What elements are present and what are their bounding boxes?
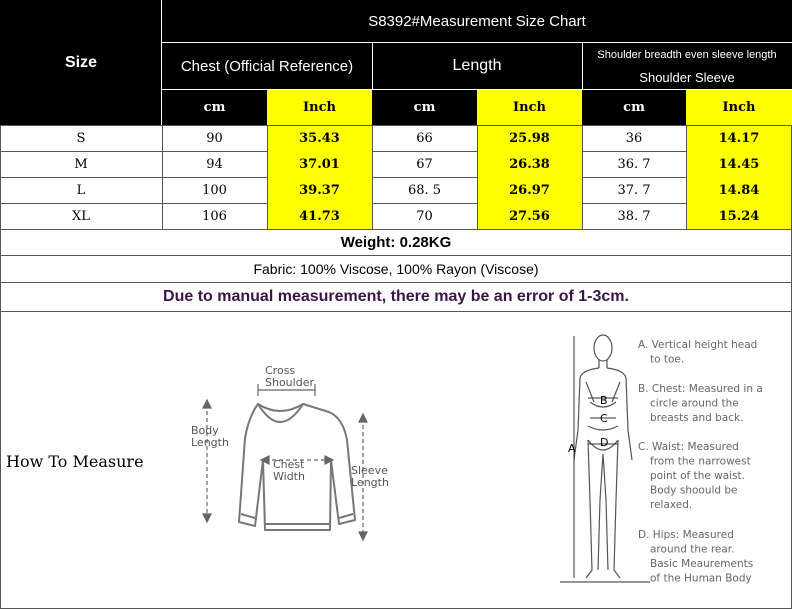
body-note-line: A. Vertical height head <box>638 339 758 351</box>
cell-length-in: 25.98 <box>477 125 582 151</box>
cell-chest-cm: 100 <box>202 182 227 198</box>
unit-length-inch: Inch <box>477 90 582 125</box>
body-note-line: C. Waist: Measured <box>638 441 739 453</box>
letter-d: D <box>600 436 609 449</box>
cell-chest-in: 41.73 <box>267 203 372 229</box>
shoulder-header <box>582 42 792 90</box>
cell-shoulder-cm: 36. 7 <box>617 156 651 172</box>
cell-size: S <box>76 130 86 146</box>
body-note-line: point of the waist. <box>650 470 746 482</box>
cell-chest-cm: 106 <box>202 208 227 224</box>
chest-width-label-1: Chest <box>273 458 305 471</box>
shoulder-header-top: Shoulder breadth even sleeve length <box>597 49 777 61</box>
sweater-measure-diagram <box>185 360 400 550</box>
chest-header: Chest (Official Reference) <box>162 42 372 90</box>
body-note-line: to toe. <box>650 353 685 366</box>
cell-size: M <box>74 156 88 172</box>
body-note-line: of the Human Body <box>650 572 752 585</box>
body-note-line: circle around the <box>650 397 739 410</box>
cell-length-cm: 66 <box>416 130 433 146</box>
shoulder-header-bottom: Shoulder Sleeve <box>639 69 735 85</box>
cell-chest-in: 35.43 <box>267 125 372 151</box>
unit-chest-inch: Inch <box>267 90 372 125</box>
cell-shoulder-in: 14.84 <box>686 177 792 203</box>
cell-length-cm: 68. 5 <box>407 182 442 198</box>
cell-size: L <box>76 182 86 198</box>
cell-length-in: 27.56 <box>477 203 582 229</box>
body-note-line: from the narrowest <box>650 455 751 468</box>
cross-shoulder-label-2: Shoulder <box>265 376 314 389</box>
cell-shoulder-in: 14.45 <box>686 151 792 177</box>
unit-shoulder-cm: cm <box>582 90 686 125</box>
unit-chest-cm: cm <box>162 90 267 125</box>
weight-info: Weight: 0.28KG <box>340 233 452 251</box>
cell-chest-in: 39.37 <box>267 177 372 203</box>
cell-shoulder-cm: 37. 7 <box>617 182 651 198</box>
cell-length-in: 26.38 <box>477 151 582 177</box>
cross-shoulder-label-1: Cross <box>265 364 296 377</box>
chest-width-label-2: Width <box>273 470 305 483</box>
body-note-line: D. Hips: Measured <box>638 529 734 541</box>
fabric-info: Fabric: 100% Viscose, 100% Rayon (Viscose) <box>253 260 539 277</box>
body-note-line: Basic Meaurements <box>650 558 754 570</box>
cell-chest-cm: 94 <box>206 156 223 172</box>
body-note-line: relaxed. <box>650 499 693 511</box>
letter-a: A <box>568 442 576 455</box>
unit-length-cm: cm <box>372 90 477 125</box>
cell-length-in: 26.97 <box>477 177 582 203</box>
chart-title: S8392#Measurement Size Chart <box>162 0 792 42</box>
body-note-line: B. Chest: Measured in a <box>638 383 763 395</box>
letter-b: B <box>600 394 608 407</box>
body-length-label-2: Length <box>191 436 229 449</box>
sleeve-length-label-2: Length <box>351 476 389 489</box>
size-header: Size <box>0 0 162 125</box>
cell-chest-cm: 90 <box>206 130 223 146</box>
body-note-line: around the rear. <box>650 543 735 556</box>
cell-length-cm: 70 <box>416 208 433 224</box>
body-length-label-1: Body <box>191 424 219 437</box>
letter-c: C <box>600 412 608 425</box>
unit-shoulder-inch: Inch <box>686 90 792 125</box>
cell-size: XL <box>72 208 90 224</box>
body-note-line: breasts and back. <box>650 412 744 424</box>
body-measure-diagram <box>560 330 785 590</box>
cell-shoulder-cm: 36 <box>625 130 643 146</box>
cell-shoulder-in: 15.24 <box>686 203 792 229</box>
cell-chest-in: 37.01 <box>267 151 372 177</box>
length-header: Length <box>372 42 582 90</box>
body-note-line: Body shoould be <box>650 484 738 497</box>
cell-shoulder-in: 14.17 <box>686 125 792 151</box>
how-to-measure-label: How To Measure <box>6 452 144 471</box>
cell-shoulder-cm: 38. 7 <box>617 208 651 224</box>
cell-length-cm: 67 <box>416 156 433 172</box>
sleeve-length-label-1: Sleeve <box>351 464 388 477</box>
measurement-error-note: Due to manual measurement, there may be an error of 1-3cm. <box>163 288 629 305</box>
